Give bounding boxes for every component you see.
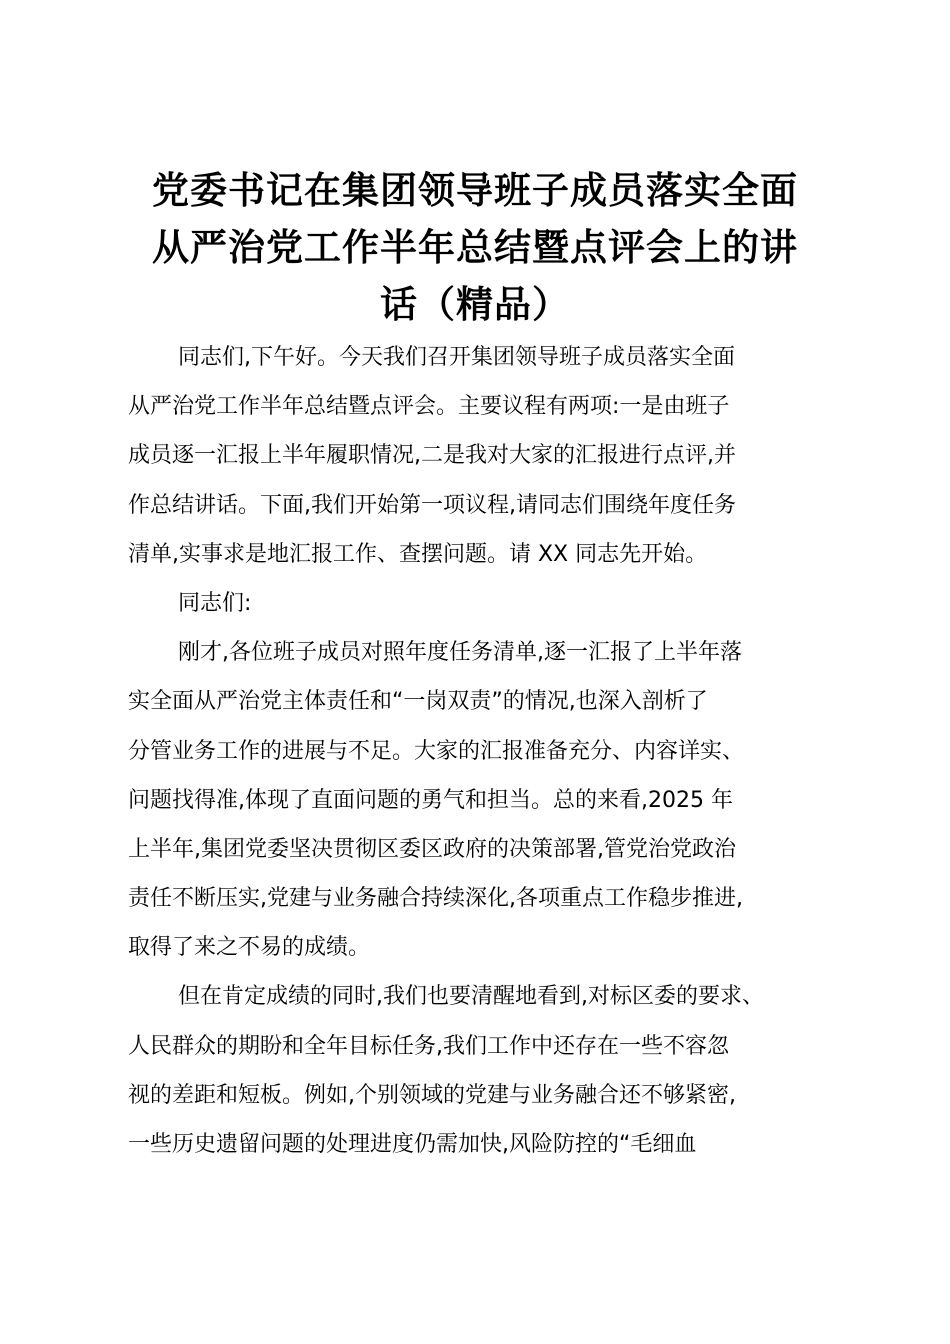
document-body xyxy=(128,333,848,1169)
paragraph-line: 清单,实事求是地汇报工作、查摆问题。请 XX 同志先开始。 xyxy=(128,541,708,567)
paragraph-shortcomings xyxy=(128,972,848,1169)
paragraph-line: 实全面从严治党主体责任和“一岗双责”的情况,也深入剖析了 xyxy=(128,689,708,715)
paragraph-line: 从严治党工作半年总结暨点评会。主要议程有两项:一是由班子 xyxy=(128,394,730,420)
paragraph-line: 责任不断压实,党建与业务融合持续深化,各项重点工作稳步推进, xyxy=(128,886,743,912)
paragraph-line: 上半年,集团党委坚决贯彻区委区政府的决策部署,管党治党政治 xyxy=(128,836,736,862)
document-title xyxy=(118,162,832,333)
paragraph-line: 取得了来之不易的成绩。 xyxy=(128,935,371,961)
title-line-3: 话（精品） xyxy=(380,283,570,326)
paragraph-line: 刚才,各位班子成员对照年度任务清单,逐一汇报了上半年落 xyxy=(178,640,742,666)
paragraph-line: 成员逐一汇报上半年履职情况,二是我对大家的汇报进行点评,并 xyxy=(128,443,736,469)
paragraph-line: 作总结讲话。下面,我们开始第一项议程,请同志们围绕年度任务 xyxy=(128,492,736,518)
paragraph-achievements xyxy=(128,628,848,972)
paragraph-line: 问题找得准,体现了直面问题的勇气和担当。总的来看,2025 年 xyxy=(128,787,733,813)
paragraph-line: 一些历史遗留问题的处理进度仍需加快,风险防控的“毛细血 xyxy=(128,1132,697,1157)
title-line-2: 从严治党工作半年总结暨点评会上的讲 xyxy=(152,226,798,269)
paragraph-line: 视的差距和短板。例如,个别领域的党建与业务融合还不够紧密, xyxy=(128,1082,736,1108)
paragraph-greeting xyxy=(128,333,848,579)
paragraph-line: 但在肯定成绩的同时,我们也要清醒地看到,对标区委的要求、 xyxy=(178,984,764,1010)
title-line-1: 党委书记在集团领导班子成员落实全面 xyxy=(152,169,798,212)
paragraph-salutation xyxy=(128,579,848,628)
paragraph-line: 分管业务工作的进展与不足。大家的汇报准备充分、内容详实、 xyxy=(128,738,745,764)
paragraph-line: 人民群众的期盼和全年目标任务,我们工作中还存在一些不容忽 xyxy=(128,1033,729,1059)
paragraph-line: 同志们: xyxy=(178,590,252,616)
paragraph-line: 同志们,下午好。今天我们召开集团领导班子成员落实全面 xyxy=(178,345,735,370)
